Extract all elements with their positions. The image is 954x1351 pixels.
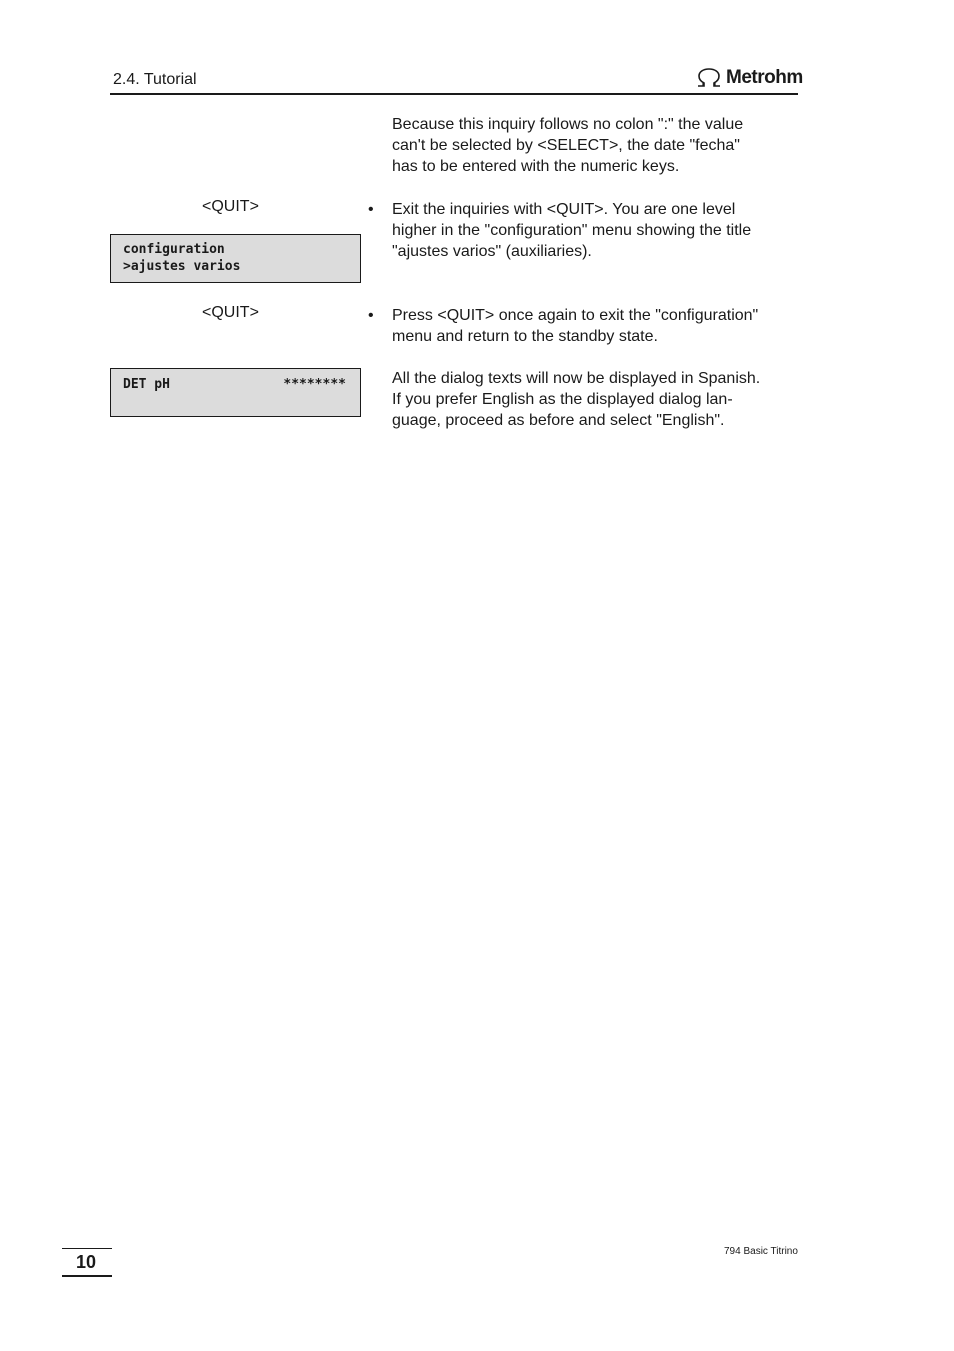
brand-logo [696,66,803,90]
text-line: Press <QUIT> once again to exit the "configuration" [392,307,759,324]
text-line: can't be selected by <SELECT>, the date "fecha" [392,137,740,154]
text-line: guage, proceed as before and select "English". [392,412,725,429]
header-rule [110,93,798,95]
text-line: higher in the "configuration" menu showing the title [392,222,752,239]
paragraph-exit-configuration [392,305,792,347]
brand-name: Metrohm [726,67,803,88]
text-line: has to be entered with the numeric keys. [392,158,680,175]
lcd-display-standby [110,368,361,417]
text-line: Because this inquiry follows no colon ":" the value [392,116,744,133]
page-number: 10 [76,1252,97,1272]
lcd-stars: ******** [283,377,346,392]
paragraph-exit-inquiries [392,199,792,262]
bullet: • [368,201,374,218]
text-line: All the dialog texts will now be displayed in Spanish. [392,370,761,387]
lcd-mode: DET pH [123,377,170,392]
page-number-box [62,1248,112,1277]
lcd-line: configuration [123,242,225,257]
lcd-display-configuration [110,234,361,283]
paragraph-spanish-note [392,368,792,431]
text-line: menu and return to the standby state. [392,328,658,345]
text-line: If you prefer English as the displayed dialog lan- [392,391,733,408]
text-line: "ajustes varios" (auxiliaries). [392,243,592,260]
quit-key-label: <QUIT> [202,198,259,215]
quit-key-label: <QUIT> [202,304,259,321]
omega-logo-icon [696,68,722,88]
text-line: Exit the inquiries with <QUIT>. You are one level [392,201,736,218]
bullet: • [368,307,374,324]
paragraph-select-note [392,114,792,177]
lcd-line: >ajustes varios [123,259,241,274]
product-name: 794 Basic Titrino [724,1246,798,1257]
section-title: 2.4. Tutorial [113,71,197,88]
